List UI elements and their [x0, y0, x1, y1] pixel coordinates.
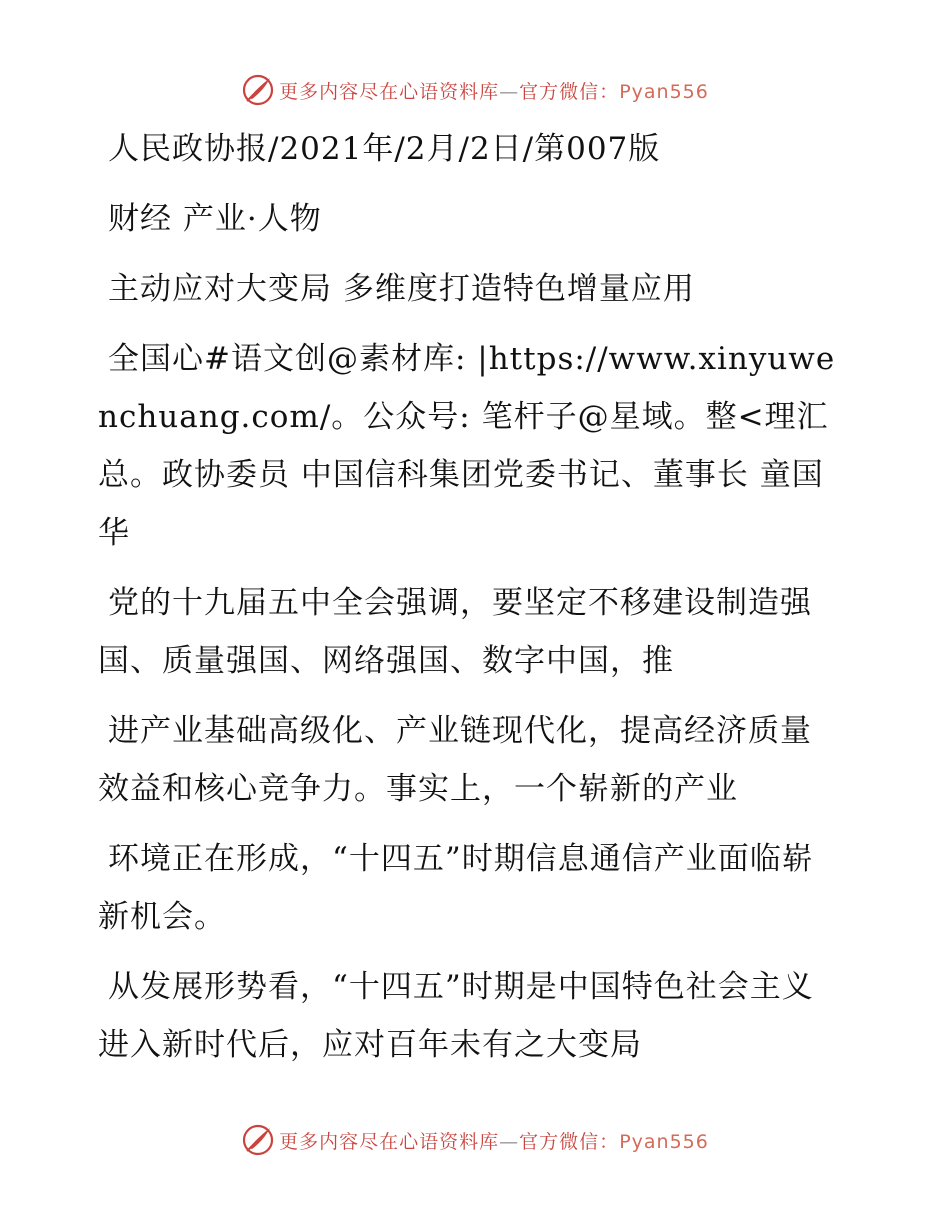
section-line: 财经 产业·人物 [108, 201, 322, 237]
watermark-wechat-label: 官方微信： [519, 1130, 620, 1153]
paragraph: 从发展形势看，“十四五”时期是中国特色社会主义进入新时代后，应对百年未有之大变局 [98, 969, 814, 1063]
watermark-wechat-id: Pyan556 [619, 80, 709, 103]
watermark-lead: 更多内容尽在心语资料库 [279, 80, 500, 103]
watermark-dash: — [499, 80, 520, 103]
paragraph: 党的十九届五中全会强调，要坚定不移建设制造强国、质量强国、网络强国、数字中国，推 [98, 585, 812, 679]
byline: 全国心#语文创@素材库: |https://www.xinyuwenchuang.com/。公众号: 笔杆子@星域。整<理汇总。政协委员 中国信科集团党委书记、董事长 童国华 [98, 341, 836, 551]
source-line: 人民政协报/2021年/2月/2日/第007版 [108, 131, 661, 167]
footer-watermark-banner [0, 1118, 950, 1162]
feather-pen-logo-icon [241, 73, 275, 107]
watermark-wechat-label: 官方微信： [519, 80, 620, 103]
paragraph: 环境正在形成，“十四五”时期信息通信产业面临崭新机会。 [98, 841, 814, 935]
headline: 主动应对大变局 多维度打造特色增量应用 [108, 271, 695, 307]
watermark-wechat-id: Pyan556 [619, 1130, 709, 1153]
article-body [98, 120, 838, 1086]
paragraph: 进产业基础高级化、产业链现代化，提高经济质量效益和核心竞争力。事实上，一个崭新的产业 [98, 713, 812, 807]
watermark-dash: — [499, 1130, 520, 1153]
watermark-text [279, 77, 709, 104]
header-watermark-banner [0, 68, 950, 112]
watermark-text [279, 1127, 709, 1154]
feather-pen-logo-icon [241, 1123, 275, 1157]
watermark-lead: 更多内容尽在心语资料库 [279, 1130, 500, 1153]
